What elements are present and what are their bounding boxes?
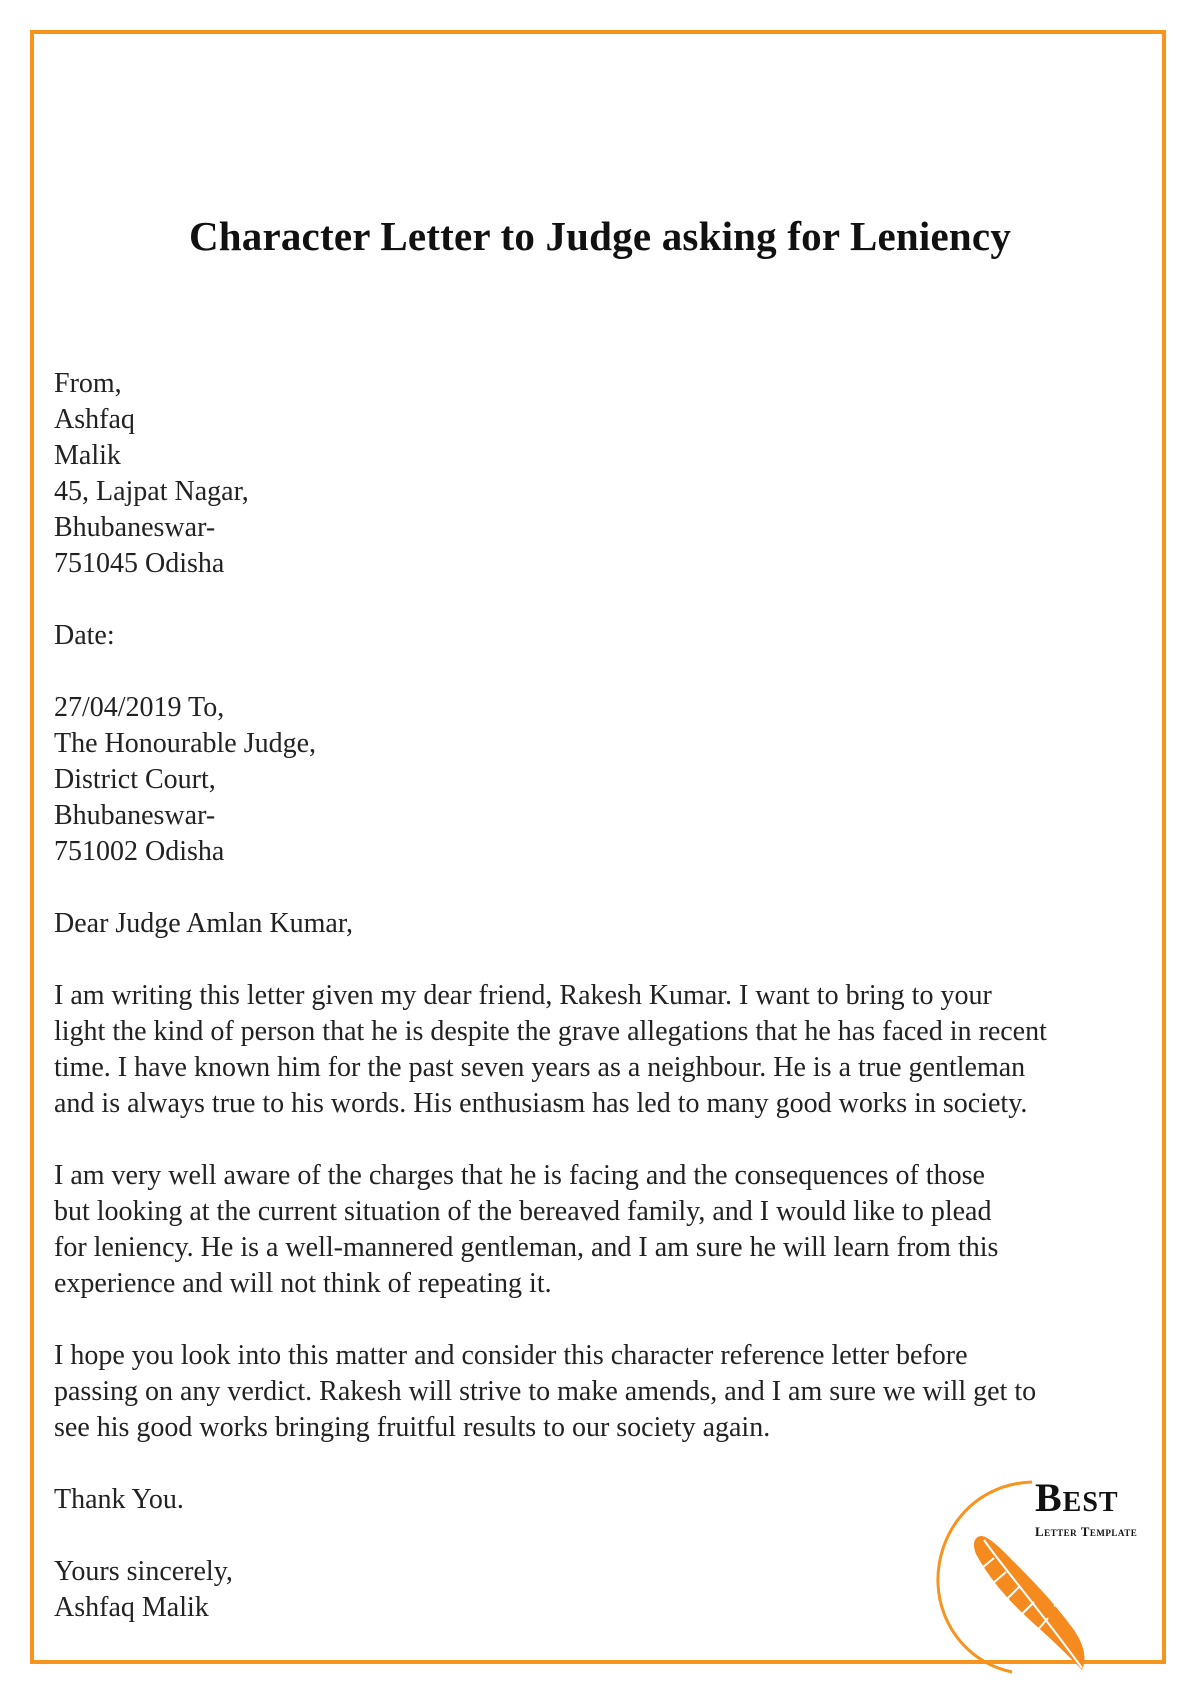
- paragraph-3: [54, 1338, 1154, 1446]
- sender-line: From,: [54, 368, 122, 399]
- letter-title: Character Letter to Judge asking for Leniency: [188, 213, 1012, 259]
- recipient-line: The Honourable Judge,: [54, 728, 317, 759]
- letter-body: [54, 366, 1154, 1626]
- paragraph-line: light the kind of person that he is despite the grave allegations that he has faced in recent: [54, 1016, 1047, 1047]
- salutation-block: [54, 906, 1154, 942]
- recipient-line: District Court,: [54, 764, 216, 795]
- paragraph-line: time. I have known him for the past seven years as a neighbour. He is a true gentleman: [54, 1052, 1026, 1083]
- recipient-line: 27/04/2019 To,: [54, 692, 225, 723]
- paragraph-line: experience and will not think of repeating it.: [54, 1268, 552, 1299]
- sender-line: 45, Lajpat Nagar,: [54, 476, 249, 507]
- closing-text: Yours sincerely,: [54, 1556, 233, 1587]
- thanks-text: Thank You.: [54, 1484, 184, 1515]
- sender-address: [54, 366, 1154, 582]
- date-label: Date:: [54, 620, 115, 651]
- paragraph-line: and is always true to his words. His enthusiasm has led to many good works in society.: [54, 1088, 1028, 1119]
- logo-title: Best: [1035, 1475, 1119, 1520]
- signature-name: Ashfaq Malik: [54, 1592, 209, 1623]
- paragraph-line: I am writing this letter given my dear friend, Rakesh Kumar. I want to bring to your: [54, 980, 992, 1011]
- logo-subtitle: Letter Template: [1035, 1524, 1138, 1539]
- recipient-line: Bhubaneswar-: [54, 800, 216, 831]
- recipient-line: 751002 Odisha: [54, 836, 225, 867]
- sender-line: Bhubaneswar-: [54, 512, 216, 543]
- sender-line: 751045 Odisha: [54, 548, 225, 579]
- paragraph-line: passing on any verdict. Rakesh will strive to make amends, and I am sure we will get to: [54, 1376, 1037, 1407]
- paragraph-line: I am very well aware of the charges that he is facing and the consequences of those: [54, 1160, 985, 1191]
- paragraph-line: but looking at the current situation of the bereaved family, and I would like to plead: [54, 1196, 992, 1227]
- paragraph-line: see his good works bringing fruitful results to our society again.: [54, 1412, 771, 1443]
- paragraph-line: for leniency. He is a well-mannered gentleman, and I am sure he will learn from this: [54, 1232, 999, 1263]
- date-line: [54, 618, 1154, 654]
- paragraph-2: [54, 1158, 1154, 1302]
- sender-line: Ashfaq: [54, 404, 135, 435]
- salutation: Dear Judge Amlan Kumar,: [54, 908, 354, 939]
- paragraph-1: [54, 978, 1154, 1122]
- sender-line: Malik: [54, 440, 121, 471]
- recipient-address: [54, 690, 1154, 870]
- paragraph-line: I hope you look into this matter and consider this character reference letter before: [54, 1340, 968, 1371]
